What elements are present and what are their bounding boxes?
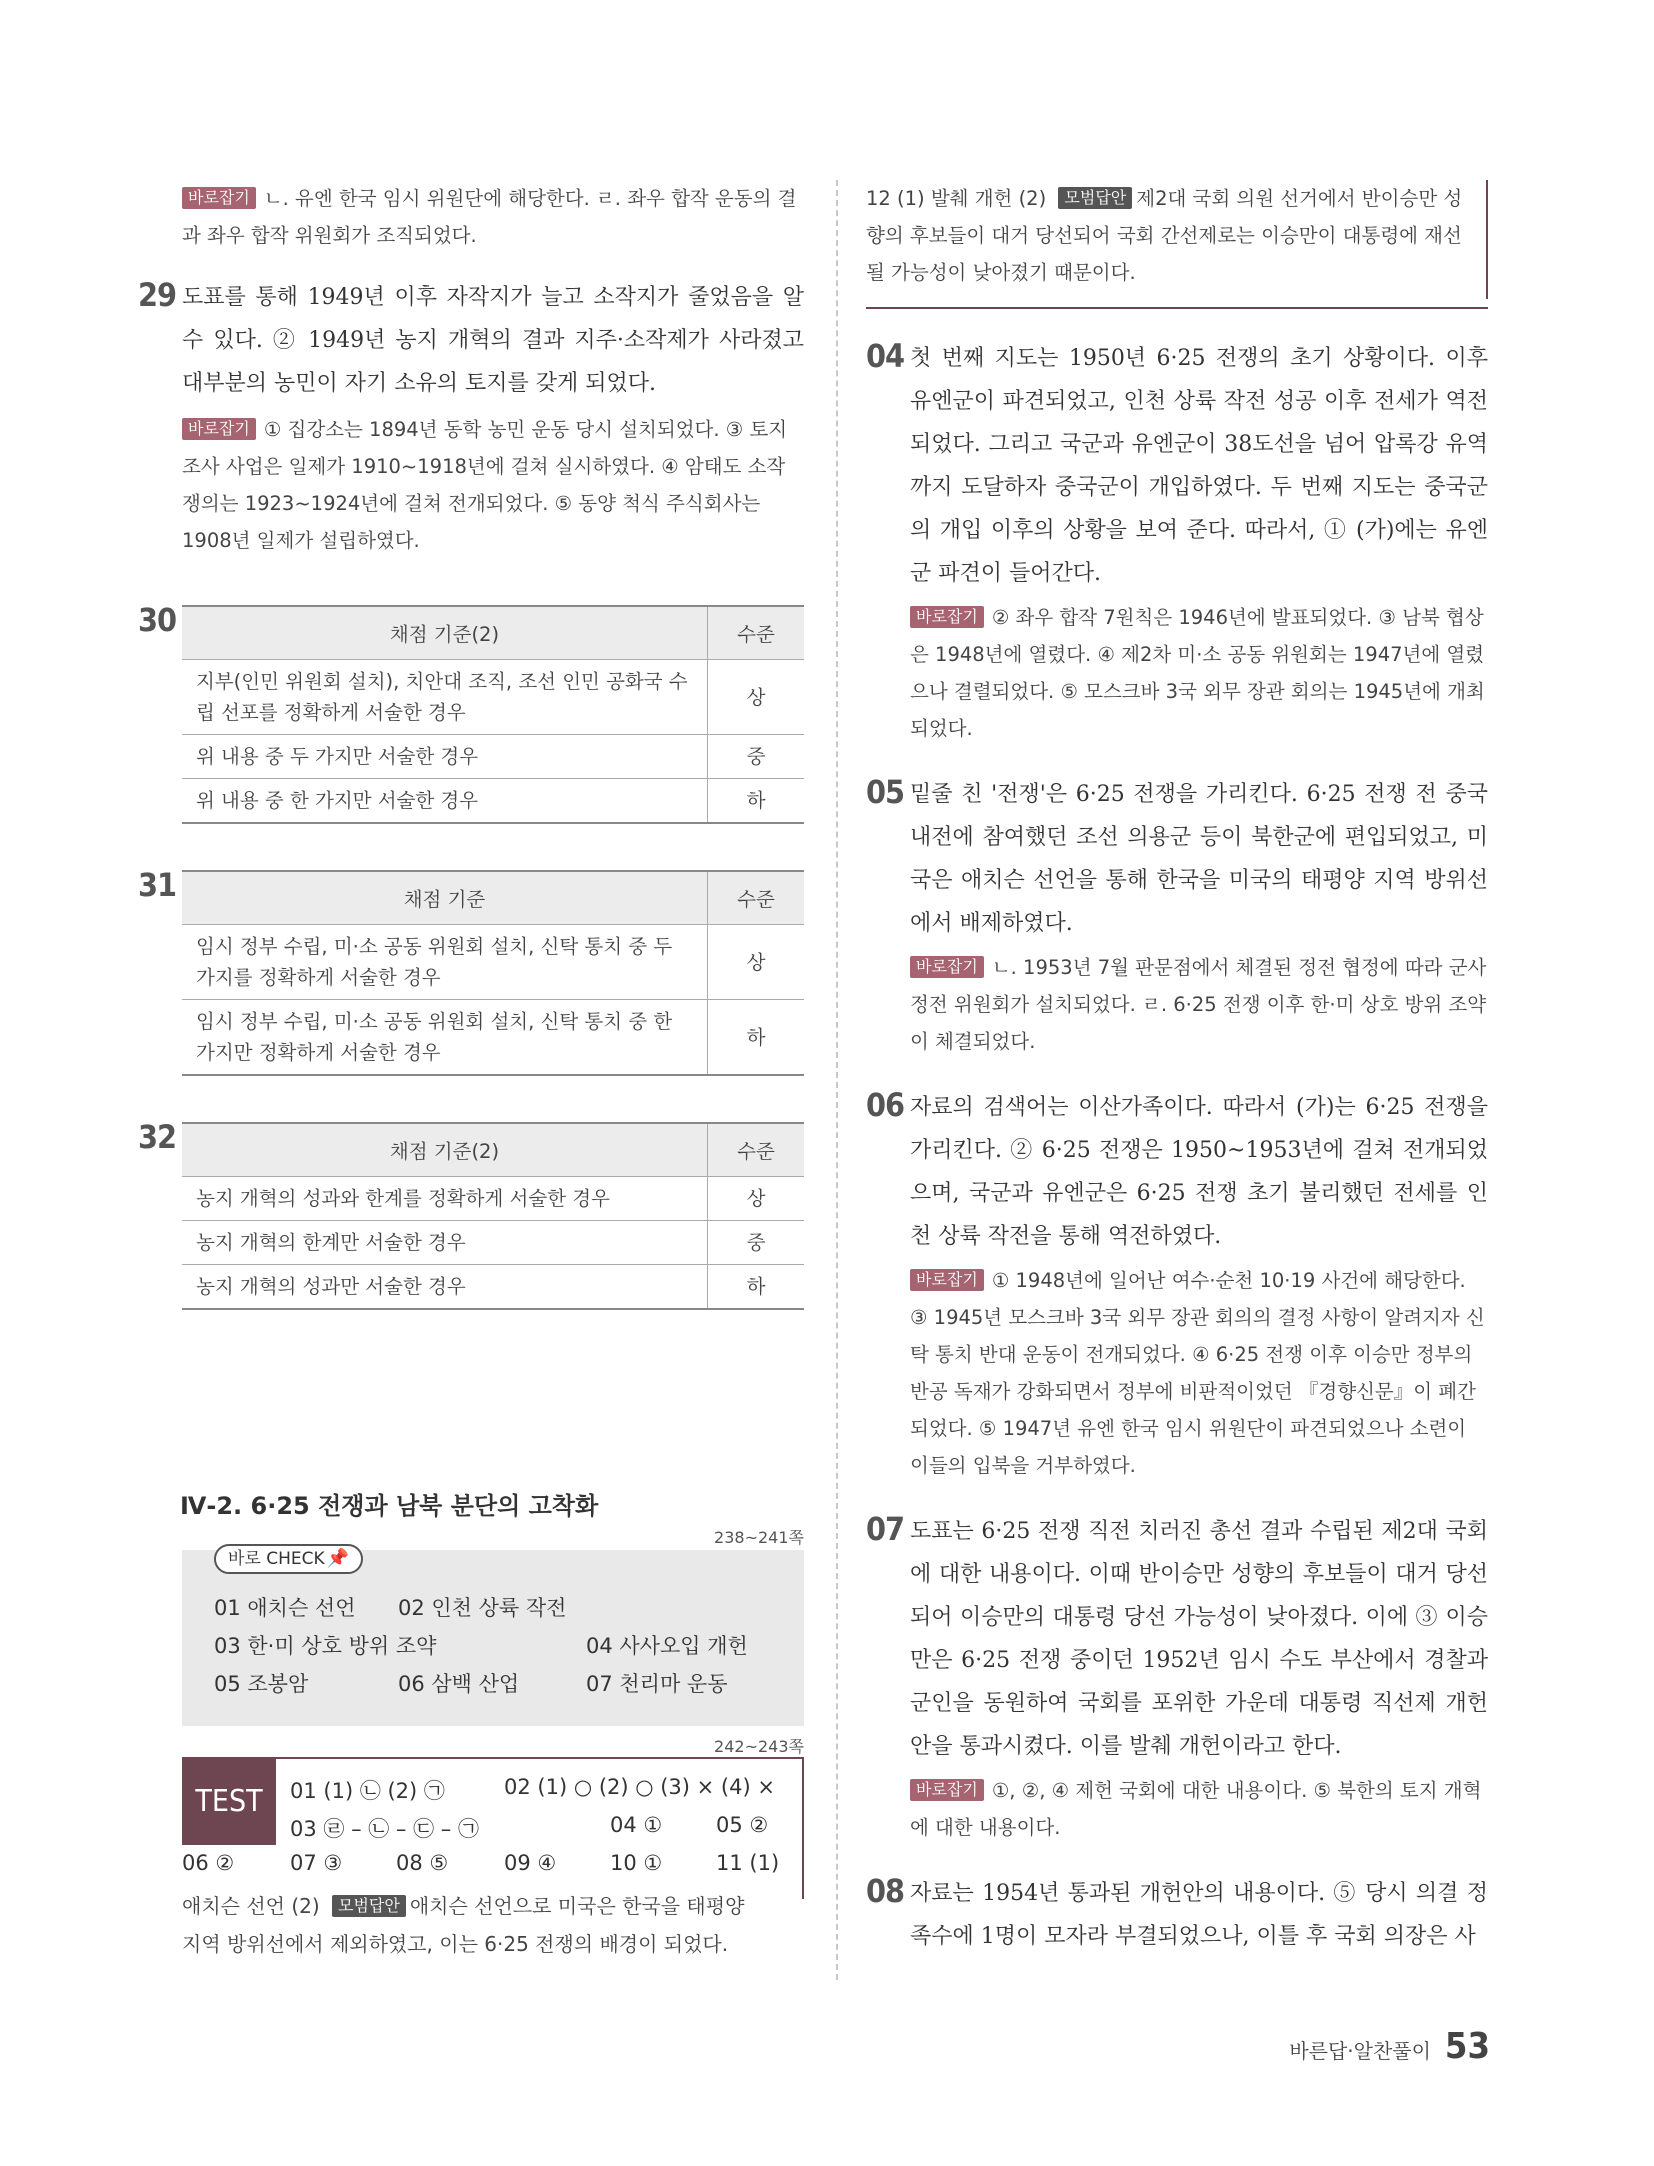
level-header: 수준 [708,606,805,660]
model-badge: 모범답안 [1058,187,1132,209]
rubric-table [182,1122,804,1310]
question-text: 자료는 1954년 통과된 개헌안의 내용이다. ⑤ 당시 의결 정족수에 1명이 모자라 부결되었으나, 이틀 후 국회 의장은 사 [910,1881,1488,1949]
question-number: 08 [866,1872,905,1910]
question-number: 30 [138,601,177,639]
page-footer [1289,2026,1490,2067]
question-text: 첫 번째 지도는 1950년 6·25 전쟁의 초기 상황이다. 이후 유엔군이 파견되었고, 인천 상륙 작전 성공 이후 전세가 역전되었다. 그리고 국군과 유엔군이 38도선을 넘어 압록강 유역까지 도달하자 중국군이 개입하였다. 두 번째 지도는 중국군의 개입 이후의 상황을 보여 준다. 따라서, ① (가)에는 유엔군 파견이 들어간다. [910,346,1488,586]
pin-icon: 📌 [326,1548,350,1569]
check-item: 06 삼백 산업 [398,1672,520,1696]
footer-label: 바른답·알찬풀이 [1289,2039,1431,2063]
question-number: 32 [138,1118,177,1156]
check-box [182,1550,804,1726]
table-row: 위 내용 중 한 가지만 서술한 경우 하 [182,779,804,824]
criteria-header: 채점 기준 [182,871,708,925]
question-text: 도표는 6·25 전쟁 직전 치러진 총선 결과 수립된 제2대 국회에 대한 내용이다. 이때 반이승만 성향의 후보들이 대거 당선되어 이승만의 대통령 당선 가능성이 낮아졌다. 이에 ③ 이승만은 6·25 전쟁 중이던 1952년 임시 수도 부산에서 경찰과 군인을 동원하여 국회를 포위한 가운데 대통령 직선제 개헌안을 통과시켰다. 이를 발췌 개헌이라고 한다. [910,1519,1488,1759]
question-number: 31 [138,866,177,904]
question-29 [138,276,804,559]
right-column [866,180,1488,1958]
test-label: TEST [182,1759,276,1845]
section-title: Ⅳ-2. 6·25 전쟁과 남북 분단의 고착화 [180,1492,599,1520]
fix-badge: 바로잡기 [182,418,256,440]
table-row: 농지 개혁의 성과만 서술한 경우 하 [182,1265,804,1310]
question-32 [138,1118,804,1310]
check-item: 01 애치슨 선언 [214,1596,356,1620]
fix-badge: 바로잡기 [910,606,984,628]
question-04 [866,337,1488,747]
fix-badge: 바로잡기 [910,956,984,978]
test-pages: 242~243쪽 [714,1737,804,1756]
fix-badge: 바로잡기 [182,187,256,209]
criteria-header: 채점 기준(2) [182,606,708,660]
question-number: 05 [866,773,905,811]
column-divider [836,180,838,1980]
check-item: 03 한·미 상호 방위 조약 [214,1634,437,1658]
question-number: 04 [866,337,905,375]
left-column [138,180,804,1310]
level-header: 수준 [708,1123,805,1177]
question-06 [866,1086,1488,1484]
section-block [182,1486,804,1963]
question-fix: 바로잡기 ② 좌우 합작 7원칙은 1946년에 발표되었다. ③ 남북 협상은 1948년에 열렸다. ④ 제2차 미·소 공동 위원회는 1947년에 열렸으나 결렬되었다. ⑤ 모스크바 3국 외무 장관 회의는 1945년에 개최되었다. [910,606,1485,740]
question-text: 도표를 통해 1949년 이후 자작지가 늘고 소작지가 줄었음을 알 수 있다. ② 1949년 농지 개혁의 결과 지주·소작제가 사라졌고 대부분의 농민이 자기 소유의 토지를 갖게 되었다. [182,285,804,396]
test-answer-11: 애치슨 선언 (2) 모범답안 애치슨 선언으로 미국은 한국을 태평양 지역 방위선에서 제외하였고, 이는 6·25 전쟁의 배경이 되었다. [182,1894,745,1956]
rubric-table [182,605,804,824]
test-box: TEST 01 (1) ㉡ (2) ㉠ 02 (1) ○ (2) ○ (3) × (4) × 03 ㉣ – ㉡ – ㉢ – ㉠ 04 ① 05 ② 06 ② 07 ③ 08 ⑤ 09 ④ 10 ① 11 (1) [182,1757,804,1881]
test-right-rule [802,1759,804,1899]
check-item: 05 조봉암 [214,1672,309,1696]
table-row: 임시 정부 수립, 미·소 공동 위원회 설치, 신탁 통치 중 한 가지만 정확하게 서술한 경우 하 [182,1000,804,1076]
question-fix: 바로잡기 ①, ②, ④ 제헌 국회에 대한 내용이다. ⑤ 북한의 토지 개혁에 대한 내용이다. [910,1779,1482,1839]
question-08 [866,1872,1488,1958]
question-31 [138,866,804,1076]
question-number: 29 [138,276,177,314]
rubric-table [182,870,804,1076]
model-badge: 모범답안 [332,1895,406,1917]
box-bottom [866,307,1488,309]
table-row: 임시 정부 수립, 미·소 공동 위원회 설치, 신탁 통치 중 두 가지를 정확하게 서술한 경우 상 [182,925,804,1000]
carryover-answer: 12 (1) 발췌 개헌 (2) 모범답안 제2대 국회 의원 선거에서 반이승만 성향의 후보들이 대거 당선되어 국회 간선제로는 이승만이 대통령에 재선될 가능성이 낮아졌기 때문이다. [866,180,1488,299]
check-item: 04 사사오입 개헌 [586,1634,748,1658]
table-row: 농지 개혁의 한계만 서술한 경우 중 [182,1221,804,1265]
question-07 [866,1510,1488,1846]
check-item: 07 천리마 운동 [586,1672,728,1696]
question-number: 06 [866,1086,905,1124]
fix-badge: 바로잡기 [910,1779,984,1801]
question-text: 자료의 검색어는 이산가족이다. 따라서 (가)는 6·25 전쟁을 가리킨다. ② 6·25 전쟁은 1950~1953년에 걸쳐 전개되었으며, 국군과 유엔군은 6·25 전쟁 초기 불리했던 전세를 인천 상륙 작전을 통해 역전하였다. [910,1095,1488,1249]
question-fix: 바로잡기 ① 1948년에 일어난 여수·순천 10·19 사건에 해당한다. ③ 1945년 모스크바 3국 외무 장관 회의의 결정 사항이 알려지자 신탁 통치 반대 운동이 전개되었다. ④ 6·25 전쟁 이후 이승만 정부의 반공 독재가 강화되면서 정부에 비판적이었던 『경향신문』이 폐간되었다. ⑤ 1947년 유엔 한국 임시 위원단이 파견되었으나 소련이 이들의 입북을 거부하였다. [910,1269,1485,1477]
box-border [1486,180,1488,299]
question-30 [138,601,804,824]
question-fix: 바로잡기 ㄴ. 1953년 7월 판문점에서 체결된 정전 협정에 따라 군사 정전 위원회가 설치되었다. ㄹ. 6·25 전쟁 이후 한·미 상호 방위 조약이 체결되었다. [910,956,1487,1053]
check-label: 바로 CHECK 📌 [214,1544,363,1574]
check-item: 02 인천 상륙 작전 [398,1596,567,1620]
check-pages: 238~241쪽 [714,1528,804,1547]
table-row: 위 내용 중 두 가지만 서술한 경우 중 [182,735,804,779]
fix-badge: 바로잡기 [910,1269,984,1291]
question-05 [866,773,1488,1060]
table-row: 농지 개혁의 성과와 한계를 정확하게 서술한 경우 상 [182,1177,804,1221]
intro-fix: 바로잡기 ㄴ. 유엔 한국 임시 위원단에 해당한다. ㄹ. 좌우 합작 운동의 결과 좌우 합작 위원회가 조직되었다. [182,187,797,247]
table-row: 지부(인민 위원회 설치), 치안대 조직, 조선 인민 공화국 수립 선포를 정확하게 서술한 경우 상 [182,660,804,735]
page-number: 53 [1444,2026,1490,2067]
question-fix: 바로잡기 ① 집강소는 1894년 동학 농민 운동 당시 설치되었다. ③ 토지 조사 사업은 일제가 1910~1918년에 걸쳐 실시하였다. ④ 암태도 소작 쟁의는 1923~1924년에 걸쳐 전개되었다. ⑤ 동양 척식 주식회사는 1908년 일제가 설립하였다. [182,418,788,552]
question-number: 07 [866,1510,905,1548]
level-header: 수준 [708,871,805,925]
criteria-header: 채점 기준(2) [182,1123,708,1177]
question-text: 밑줄 친 '전쟁'은 6·25 전쟁을 가리킨다. 6·25 전쟁 전 중국 내전에 참여했던 조선 의용군 등이 북한군에 편입되었고, 미국은 애치슨 선언을 통해 한국을 미국의 태평양 지역 방위선에서 배제하였다. [910,782,1488,936]
